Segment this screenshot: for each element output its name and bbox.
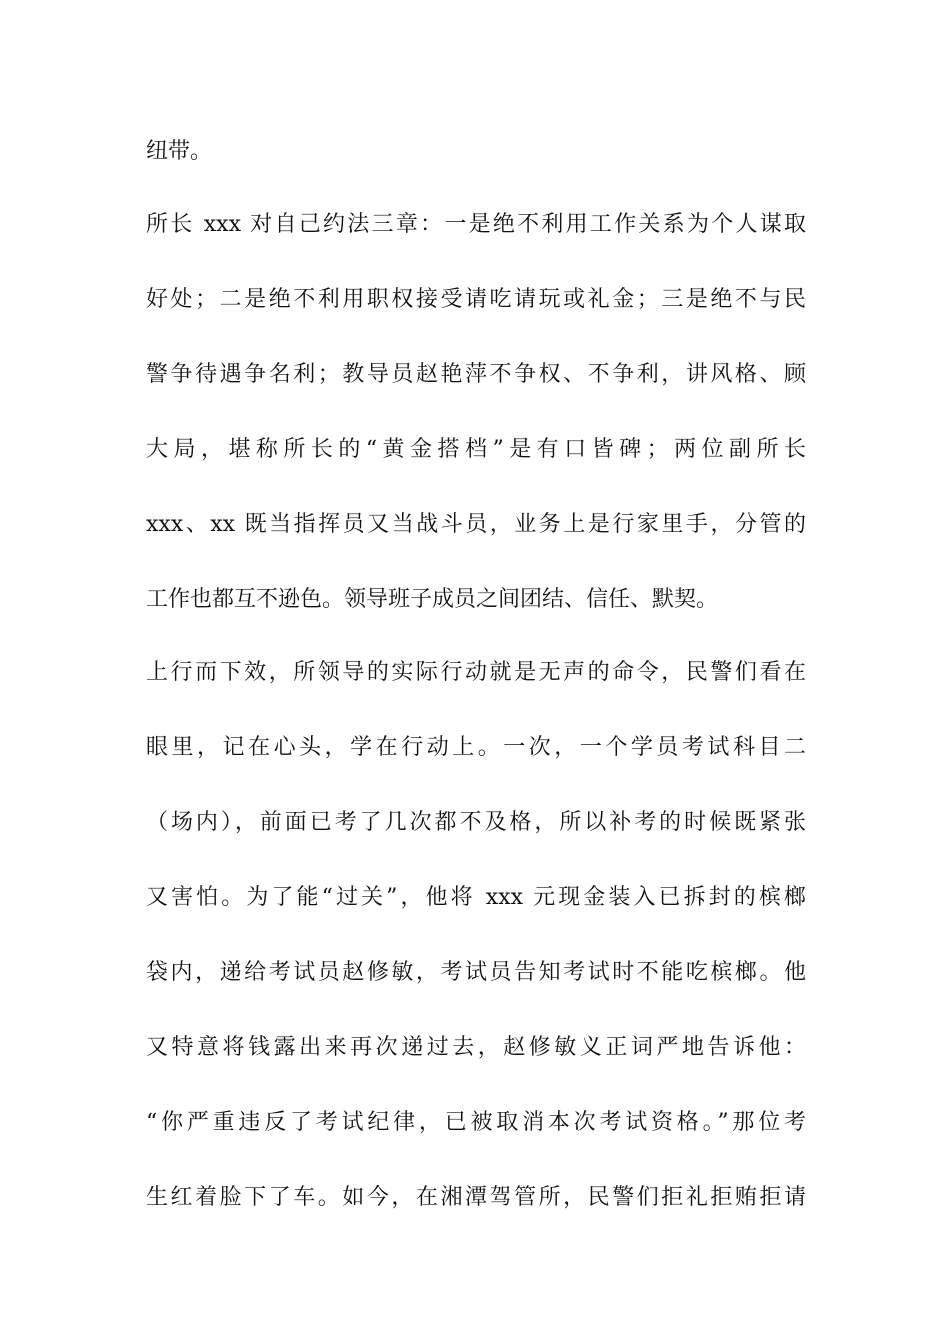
text-line: 所长 xxx 对自己约法三章：一是绝不利用工作关系为个人谋取 [146,212,806,237]
text-line: 生红着脸下了车。如今，在湘潭驾管所，民警们拒礼拒贿拒请 [146,1185,806,1210]
text-line: 上行而下效，所领导的实际行动就是无声的命令，民警们看在 [146,660,806,685]
text-line: 眼里，记在心头，学在行动上。一次，一个学员考试科目二 [146,735,806,760]
text-line: 纽带。 [146,139,213,164]
text-line: xxx、xx 既当指挥员又当战斗员，业务上是行家里手，分管的 [146,512,806,537]
text-line: 又特意将钱露出来再次递过去，赵修敏义正词严地告诉他： [146,1035,806,1060]
text-line: （场内），前面已考了几次都不及格，所以补考的时候既紧张 [146,810,806,835]
text-line: 又害怕。为了能“过关”，他将 xxx 元现金装入已拆封的槟榔 [146,885,806,910]
text-line: 好处；二是绝不利用职权接受请吃请玩或礼金；三是绝不与民 [146,287,806,312]
text-line: 袋内，递给考试员赵修敏，考试员告知考试时不能吃槟榔。他 [146,960,806,985]
text-line: 大局，堪称所长的“黄金搭档”是有口皆碑；两位副所长 [146,437,806,462]
text-line: 警争待遇争名利；教导员赵艳萍不争权、不争利，讲风格、顾 [146,362,806,387]
text-line: “你严重违反了考试纪律，已被取消本次考试资格。”那位考 [146,1110,806,1135]
text-line: 工作也都互不逊色。领导班子成员之间团结、信任、默契。 [146,587,719,612]
